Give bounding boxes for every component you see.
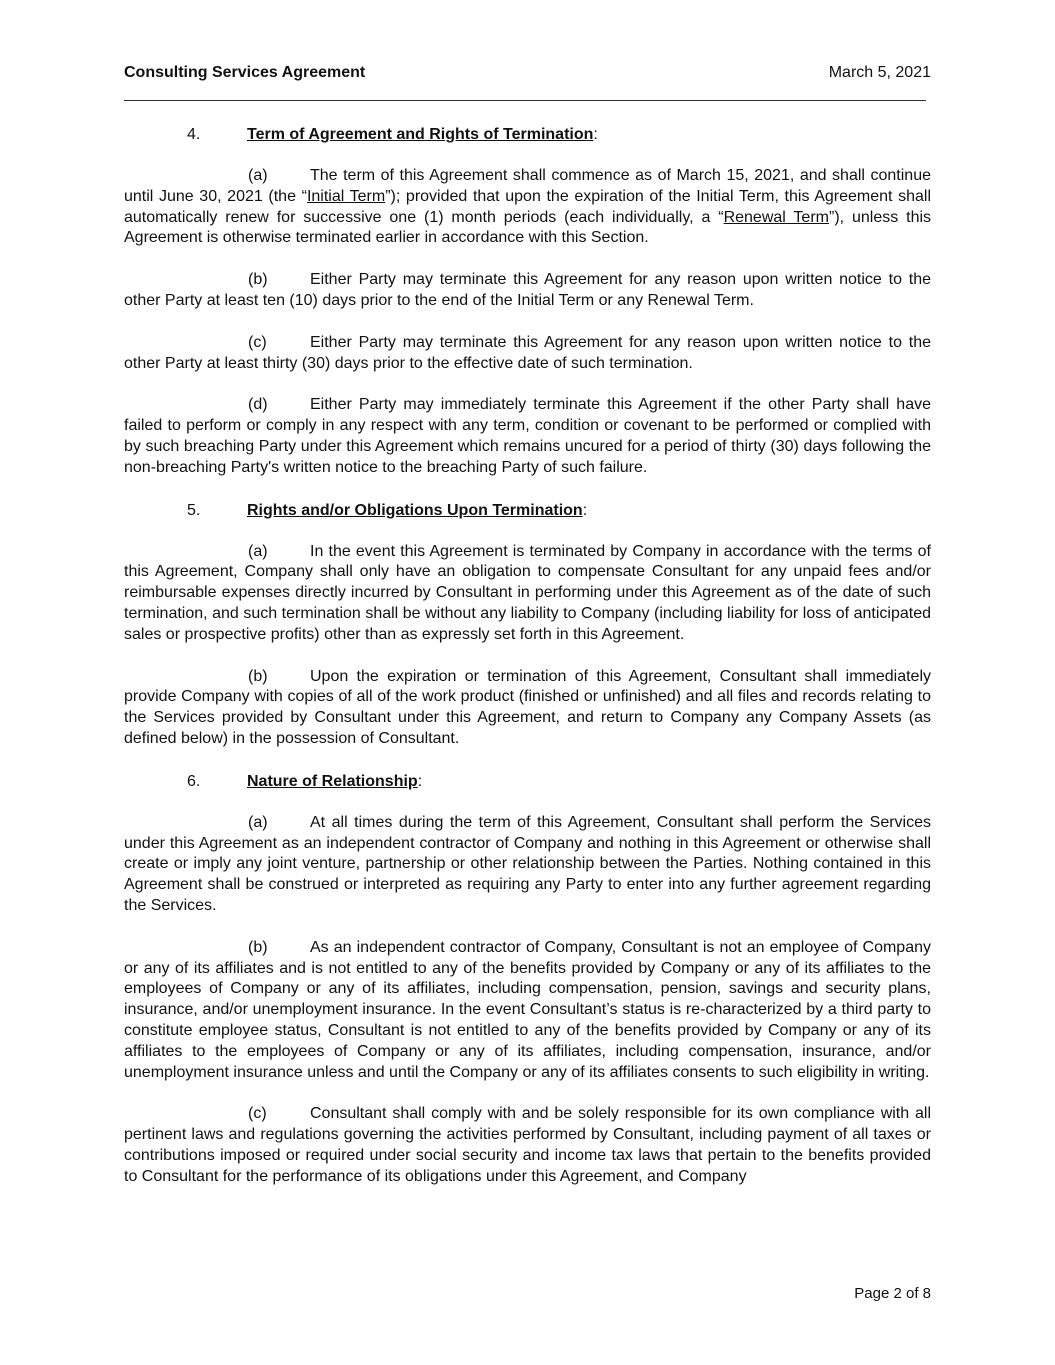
paragraph-label: (a) <box>248 813 268 831</box>
paragraph-text: In the event this Agreement is terminated by Company in accordance with the terms of this Agreement, Company shall only have an obligation to compensate Consultant for any unpaid fees and/or reimbursable expenses directly incurred by Consultant in performing under this Agreement as of the date of such termination, and such termination shall be without any liability to Company (including liability for loss of anticipated sales or prospective profits) other than as expressly set forth in this Agreement. <box>124 542 931 643</box>
paragraph-text: Upon the expiration or termination of this Agreement, Consultant shall immediately provide Company with copies of all of the work product (finished or unfinished) and all files and records relating to the Services provided by Consultant under this Agreement, and return to Company any Company Assets (as defined below) in the possession of Consultant. <box>124 667 931 747</box>
section-title: Nature of Relationship <box>247 772 418 790</box>
section-heading-5 <box>124 500 931 521</box>
section-title: Rights and/or Obligations Upon Termination <box>247 501 583 519</box>
header-divider <box>124 100 926 101</box>
section-colon: : <box>417 772 423 790</box>
paragraph-4d <box>124 395 931 478</box>
paragraph-label: (c) <box>248 333 267 351</box>
paragraph-6b <box>124 938 931 1084</box>
section-heading-4 <box>124 124 931 145</box>
paragraph-label: (a) <box>248 167 268 184</box>
paragraph-text: Either Party may terminate this Agreement for any reason upon written notice to the other Party at least thirty (30) days prior to the effective date of such termination. <box>124 333 931 372</box>
section-number: 5. <box>187 501 201 519</box>
section-colon: : <box>582 501 588 519</box>
paragraph-5a <box>124 542 931 646</box>
section-heading-6 <box>124 771 931 792</box>
paragraph-4b <box>124 270 931 312</box>
section-colon: : <box>593 126 598 143</box>
paragraph-text: Either Party may terminate this Agreement for any reason upon written notice to the other Party at least ten (10) days prior to the end of the Initial Term or any Renewal Term. <box>124 271 931 309</box>
defined-term-renewal: Renewal Term <box>723 208 829 226</box>
paragraph-6a <box>124 813 931 917</box>
paragraph-label: (b) <box>248 938 268 956</box>
paragraph-label: (d) <box>248 396 268 414</box>
document-title: Consulting Services Agreement <box>124 64 366 81</box>
section-number: 6. <box>187 772 201 790</box>
paragraph-6c <box>124 1104 931 1187</box>
section-number: 4. <box>187 126 201 143</box>
page-number: Page 2 of 8 <box>854 1285 931 1302</box>
paragraph-label: (c) <box>248 1105 267 1123</box>
paragraph-label: (a) <box>248 542 268 560</box>
page-header <box>124 64 931 86</box>
section-title: Term of Agreement and Rights of Termination <box>247 126 594 143</box>
defined-term-initial: Initial Term <box>306 187 386 205</box>
paragraph-text: ”), unless this Agreement is otherwise terminated earlier in accordance with this Section. <box>124 208 932 247</box>
paragraph-text: ”); provided that upon the expiration of the Initial Term, this Agreement shall automatically renew for successive one (1) month periods (each individually, a “ <box>124 187 931 226</box>
document-date: March 5, 2021 <box>828 64 931 81</box>
paragraph-label: (b) <box>248 667 268 685</box>
paragraph-text: As an independent contractor of Company, Consultant is not an employee of Company or any of its affiliates and is not entitled to any of the benefits provided by Company or any of its affiliates to the employees of Company or any of its affiliates, including compensation, pension, savings and security plans, insurance, and/or unemployment insurance. In the event Consultant’s status is re-characterized by a third party to constitute employee status, Consultant is not entitled to any of the benefits provided by Company or any of its affiliates to the employees of Company or any of its affiliates, including compensation, insurance, and/or unemployment insurance unless and until the Company or any of its affiliates consents to such eligibility in writing. <box>124 938 931 1081</box>
paragraph-text: Consultant shall comply with and be solely responsible for its own compliance with all pertinent laws and regulations governing the activities performed by Consultant, including payment of all taxes or contributions imposed or required under social security and income tax laws that pertain to the benefits provided to Consultant for the performance of its obligations under this Agreement, and Company <box>124 1105 931 1185</box>
document-body <box>124 124 931 1208</box>
paragraph-4c <box>124 333 931 375</box>
paragraph-text: At all times during the term of this Agreement, Consultant shall perform the Services under this Agreement as an independent contractor of Company and nothing in this Agreement or otherwise shall create or imply any joint venture, partnership or other relationship between the Parties. Nothing contained in this Agreement shall be construed or interpreted as requiring any Party to enter into any further agreement regarding the Services. <box>124 813 931 914</box>
paragraph-label: (b) <box>248 271 268 289</box>
paragraph-5b <box>124 667 931 750</box>
paragraph-4a <box>124 166 931 249</box>
paragraph-text: The term of this Agreement shall commence as of March 15, 2021, and shall continue until June 30, 2021 (the “ <box>124 167 931 205</box>
paragraph-text: Either Party may immediately terminate this Agreement if the other Party shall have failed to perform or comply in any respect with any term, condition or covenant to be performed or complied with by such breaching Party under this Agreement which remains uncured for a period of thirty (30) days following the non-breaching Party's written notice to the breaching Party of such failure. <box>124 396 931 476</box>
